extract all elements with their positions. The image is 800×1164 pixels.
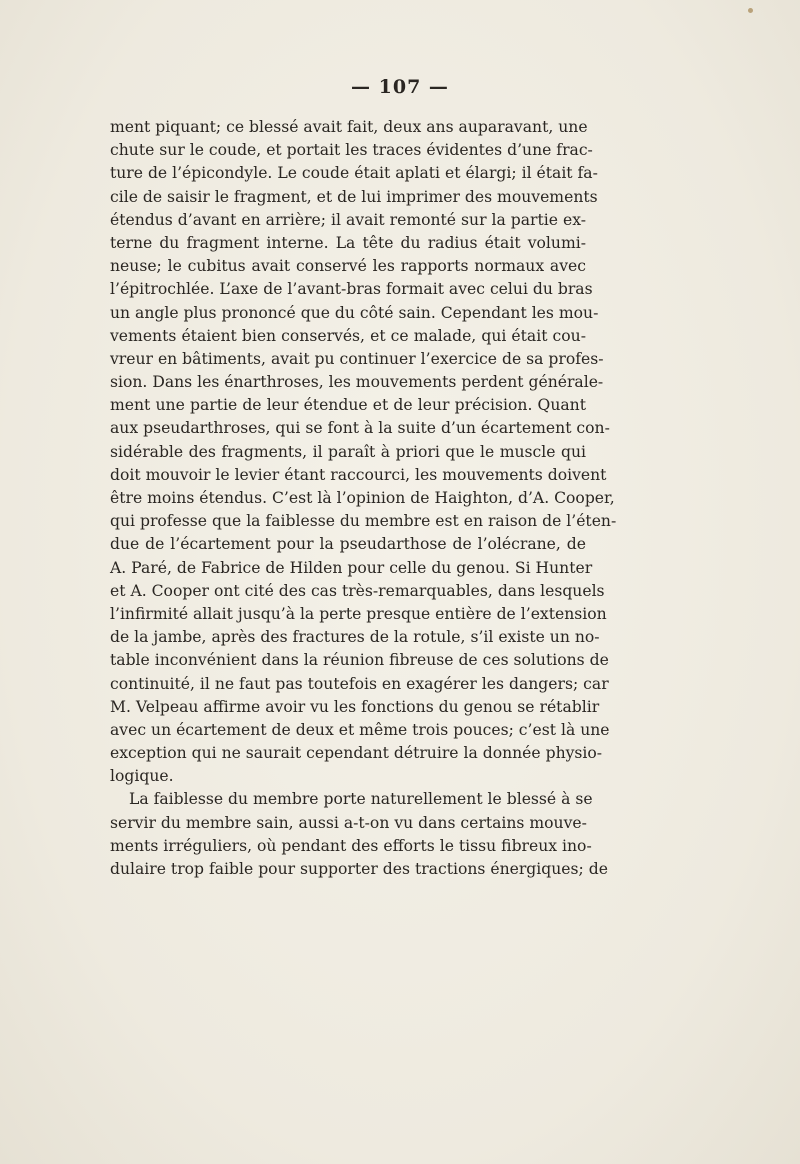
- page-number: — 107 —: [351, 76, 449, 98]
- text-line: étendus d’avant en arrière; il avait remonté sur la partie ex-: [110, 210, 586, 229]
- text-line: table inconvénient dans la réunion fibreuse de ces solutions de: [110, 651, 609, 670]
- text-line: servir du membre sain, aussi a-t-on vu dans certains mouve-: [110, 813, 587, 832]
- text-line: avec un écartement de deux et même trois pouces; c’est là une: [110, 720, 610, 739]
- text-line: dulaire trop faible pour supporter des tractions énergiques; de: [110, 860, 608, 878]
- text-line: A. Paré, de Fabrice de Hilden pour celle du genou. Si Hunter: [110, 558, 593, 577]
- text-line: l’infirmité allait jusqu’à la perte presque entière de l’extension: [110, 604, 607, 623]
- paragraph-start-line: La faiblesse du membre porte naturellement le blessé à se: [129, 790, 593, 809]
- text-line: vements étaient bien conservés, et ce malade, qui était cou-: [110, 326, 586, 345]
- text-line: cile de saisir le fragment, et de lui imprimer des mouvements: [110, 187, 598, 206]
- text-line: sidérable des fragments, il paraît à priori que le muscle qui: [110, 442, 586, 461]
- text-line: être moins étendus. C’est là l’opinion de Haighton, d’A. Cooper,: [110, 489, 615, 507]
- text-line: ment une partie de leur étendue et de leur précision. Quant: [110, 396, 586, 415]
- text-line: de la jambe, après des fractures de la rotule, s’il existe un no-: [110, 628, 600, 647]
- text-line: doit mouvoir le levier étant raccourci, les mouvements doivent: [110, 465, 607, 484]
- text-line: sion. Dans les énarthroses, les mouvements perdent générale-: [110, 373, 604, 392]
- text-line: ture de l’épicondyle. Le coude était aplati et élargi; il était fa-: [110, 164, 598, 183]
- text-line: terne du fragment interne. La tête du radius était volumi-: [110, 233, 586, 252]
- text-line: qui professe que la faiblesse du membre est en raison de l’éten-: [110, 512, 617, 531]
- text-line: neuse; le cubitus avait conservé les rapports normaux avec: [110, 257, 586, 276]
- text-line: un angle plus prononcé que du côté sain. Cependant les mou-: [110, 303, 599, 322]
- text-line: due de l’écartement pour la pseudarthose de l’olécrane, de: [110, 535, 586, 554]
- text-line: vreur en bâtiments, avait pu continuer l’exercice de sa profes-: [110, 349, 604, 368]
- text-line: l’épitrochlée. L’axe de l’avant-bras formait avec celui du bras: [110, 280, 593, 299]
- text-line: exception qui ne saurait cependant détruire la donnée physio-: [110, 744, 603, 763]
- text-line: continuité, il ne faut pas toutefois en exagérer les dangers; car: [110, 674, 609, 693]
- text-line: chute sur le coude, et portait les traces évidentes d’une frac-: [110, 141, 593, 160]
- text-line: logique.: [110, 767, 174, 786]
- text-line: ments irréguliers, où pendant des efforts le tissu fibreux ino-: [110, 836, 592, 855]
- text-line: aux pseudarthroses, qui se font à la suite d’un écartement con-: [110, 419, 610, 438]
- text-line: et A. Cooper ont cité des cas très-remarquables, dans lesquels: [110, 581, 605, 600]
- text-line: ment piquant; ce blessé avait fait, deux ans auparavant, une: [110, 118, 588, 136]
- body-text: [110, 116, 617, 881]
- paper-spot: [748, 8, 753, 13]
- text-line: M. Velpeau affirme avoir vu les fonctions du genou se rétablir: [110, 697, 600, 716]
